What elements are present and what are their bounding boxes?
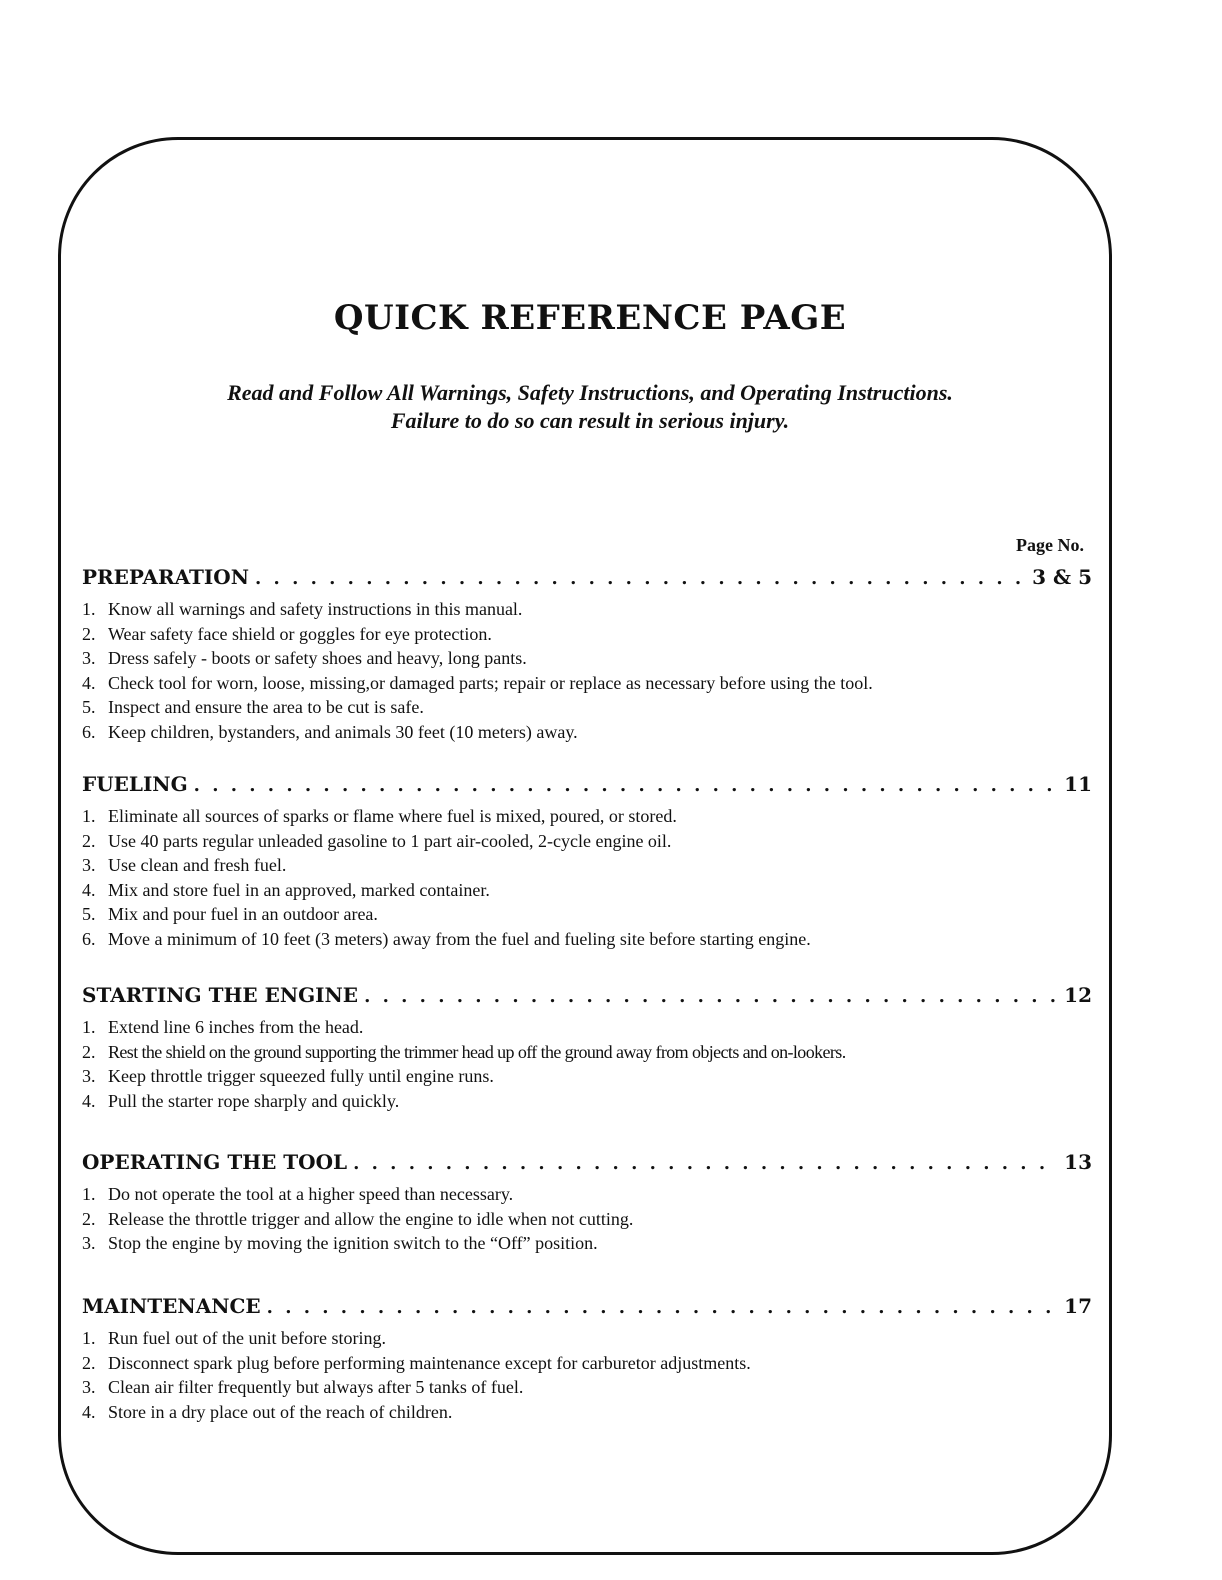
list-item (82, 671, 1092, 696)
item-number: 3. (82, 1066, 96, 1086)
section-title: FUELING (82, 772, 188, 796)
item-number: 1. (82, 1017, 96, 1037)
item-number: 4. (82, 879, 96, 900)
list-item (82, 804, 1092, 829)
item-number: 4. (82, 1090, 96, 1111)
list-item (82, 646, 1092, 671)
list-item (82, 1351, 1092, 1376)
section-heading (82, 1294, 1092, 1322)
section-heading (82, 772, 1092, 800)
item-number: 4. (82, 1401, 96, 1422)
list-item (82, 1089, 1092, 1114)
item-text: Do not operate the tool at a higher speed than necessary. (108, 1184, 514, 1204)
list-item (82, 1231, 1092, 1256)
section-page-number: 17 (1064, 1294, 1092, 1318)
item-number: 3. (82, 855, 96, 875)
dot-leader (255, 568, 1026, 589)
item-text: Check tool for worn, loose, missing,or damaged parts; repair or replace as necessary before using the tool. (108, 672, 873, 693)
list-item (82, 720, 1092, 745)
list-item (82, 1326, 1092, 1351)
item-text: Stop the engine by moving the ignition switch to the “Off” position. (108, 1233, 598, 1253)
list-item (82, 853, 1092, 878)
list-item (82, 1015, 1092, 1040)
item-text: Disconnect spark plug before performing maintenance except for carburetor adjustments. (108, 1352, 751, 1373)
list-item (82, 829, 1092, 854)
section-title: STARTING THE ENGINE (82, 983, 359, 1007)
section-title: MAINTENANCE (82, 1294, 261, 1318)
page-title: QUICK REFERENCE PAGE (333, 298, 847, 338)
item-number: 4. (82, 672, 96, 693)
item-text: Dress safely - boots or safety shoes and heavy, long pants. (108, 648, 527, 668)
section-preparation (82, 565, 1092, 744)
instruction-list (82, 1182, 1092, 1256)
item-number: 5. (82, 697, 96, 717)
item-text: Mix and store fuel in an approved, marked container. (108, 879, 490, 900)
item-text: Mix and pour fuel in an outdoor area. (108, 904, 378, 924)
section-page-number: 3 & 5 (1032, 565, 1092, 589)
item-text: Store in a dry place out of the reach of children. (108, 1401, 453, 1422)
section-title: PREPARATION (82, 565, 249, 589)
list-item (82, 597, 1092, 622)
item-number: 3. (82, 1377, 96, 1397)
list-item (82, 1040, 1092, 1065)
item-text: Use 40 parts regular unleaded gasoline to 1 part air-cooled, 2-cycle engine oil. (108, 830, 672, 851)
section-fueling (82, 772, 1092, 951)
item-number: 3. (82, 648, 96, 668)
list-item (82, 695, 1092, 720)
item-number: 6. (82, 721, 96, 742)
list-item (82, 1182, 1092, 1207)
section-starting-the-engine (82, 983, 1092, 1113)
list-item (82, 1064, 1092, 1089)
instruction-list (82, 1326, 1092, 1424)
section-title: OPERATING THE TOOL (82, 1150, 348, 1174)
dot-leader (194, 775, 1058, 796)
list-item (82, 878, 1092, 903)
item-text: Know all warnings and safety instructions in this manual. (108, 599, 523, 619)
dot-leader (267, 1297, 1058, 1318)
item-number: 2. (82, 623, 96, 644)
item-text: Use clean and fresh fuel. (108, 855, 287, 875)
item-text: Pull the starter rope sharply and quickly. (108, 1090, 400, 1111)
section-maintenance (82, 1294, 1092, 1424)
item-number: 3. (82, 1233, 96, 1253)
list-item (82, 902, 1092, 927)
item-text: Inspect and ensure the area to be cut is safe. (108, 697, 424, 717)
item-number: 2. (82, 1041, 96, 1062)
item-text: Release the throttle trigger and allow the engine to idle when not cutting. (108, 1208, 634, 1229)
item-number: 2. (82, 830, 96, 851)
section-page-number: 12 (1064, 983, 1092, 1007)
item-number: 6. (82, 928, 96, 949)
instruction-list (82, 1015, 1092, 1113)
instruction-list (82, 804, 1092, 951)
item-text: Wear safety face shield or goggles for eye protection. (108, 623, 492, 644)
item-text: Clean air filter frequently but always after 5 tanks of fuel. (108, 1377, 524, 1397)
item-text: Rest the shield on the ground supporting the trimmer head up off the ground away from objects and on-lookers. (108, 1041, 846, 1062)
dot-leader (353, 1153, 1058, 1174)
list-item (82, 927, 1092, 952)
section-heading (82, 1150, 1092, 1178)
dot-leader (364, 986, 1058, 1007)
item-text: Extend line 6 inches from the head. (108, 1017, 364, 1037)
item-text: Eliminate all sources of sparks or flame where fuel is mixed, poured, or stored. (108, 806, 677, 826)
warning-subtitle-line-1: Read and Follow All Warnings, Safety Instructions, and Operating Instructions. (227, 380, 953, 405)
list-item (82, 1375, 1092, 1400)
instruction-list (82, 597, 1092, 744)
item-number: 1. (82, 806, 96, 826)
list-item (82, 622, 1092, 647)
section-page-number: 11 (1064, 772, 1092, 796)
list-item (82, 1400, 1092, 1425)
item-number: 1. (82, 1328, 96, 1348)
item-text: Run fuel out of the unit before storing. (108, 1328, 386, 1348)
item-number: 2. (82, 1208, 96, 1229)
item-text: Keep throttle trigger squeezed fully until engine runs. (108, 1066, 494, 1086)
warning-subtitle-line-2: Failure to do so can result in serious injury. (390, 408, 790, 433)
item-number: 2. (82, 1352, 96, 1373)
section-heading (82, 565, 1092, 593)
section-page-number: 13 (1064, 1150, 1092, 1174)
item-text: Keep children, bystanders, and animals 30 feet (10 meters) away. (108, 721, 578, 742)
item-number: 1. (82, 599, 96, 619)
section-operating-the-tool (82, 1150, 1092, 1256)
item-text: Move a minimum of 10 feet (3 meters) away from the fuel and fueling site before starting engine. (108, 928, 811, 949)
list-item (82, 1207, 1092, 1232)
item-number: 5. (82, 904, 96, 924)
section-heading (82, 983, 1092, 1011)
item-number: 1. (82, 1184, 96, 1204)
page-number-column-header: Page No. (1016, 535, 1084, 555)
